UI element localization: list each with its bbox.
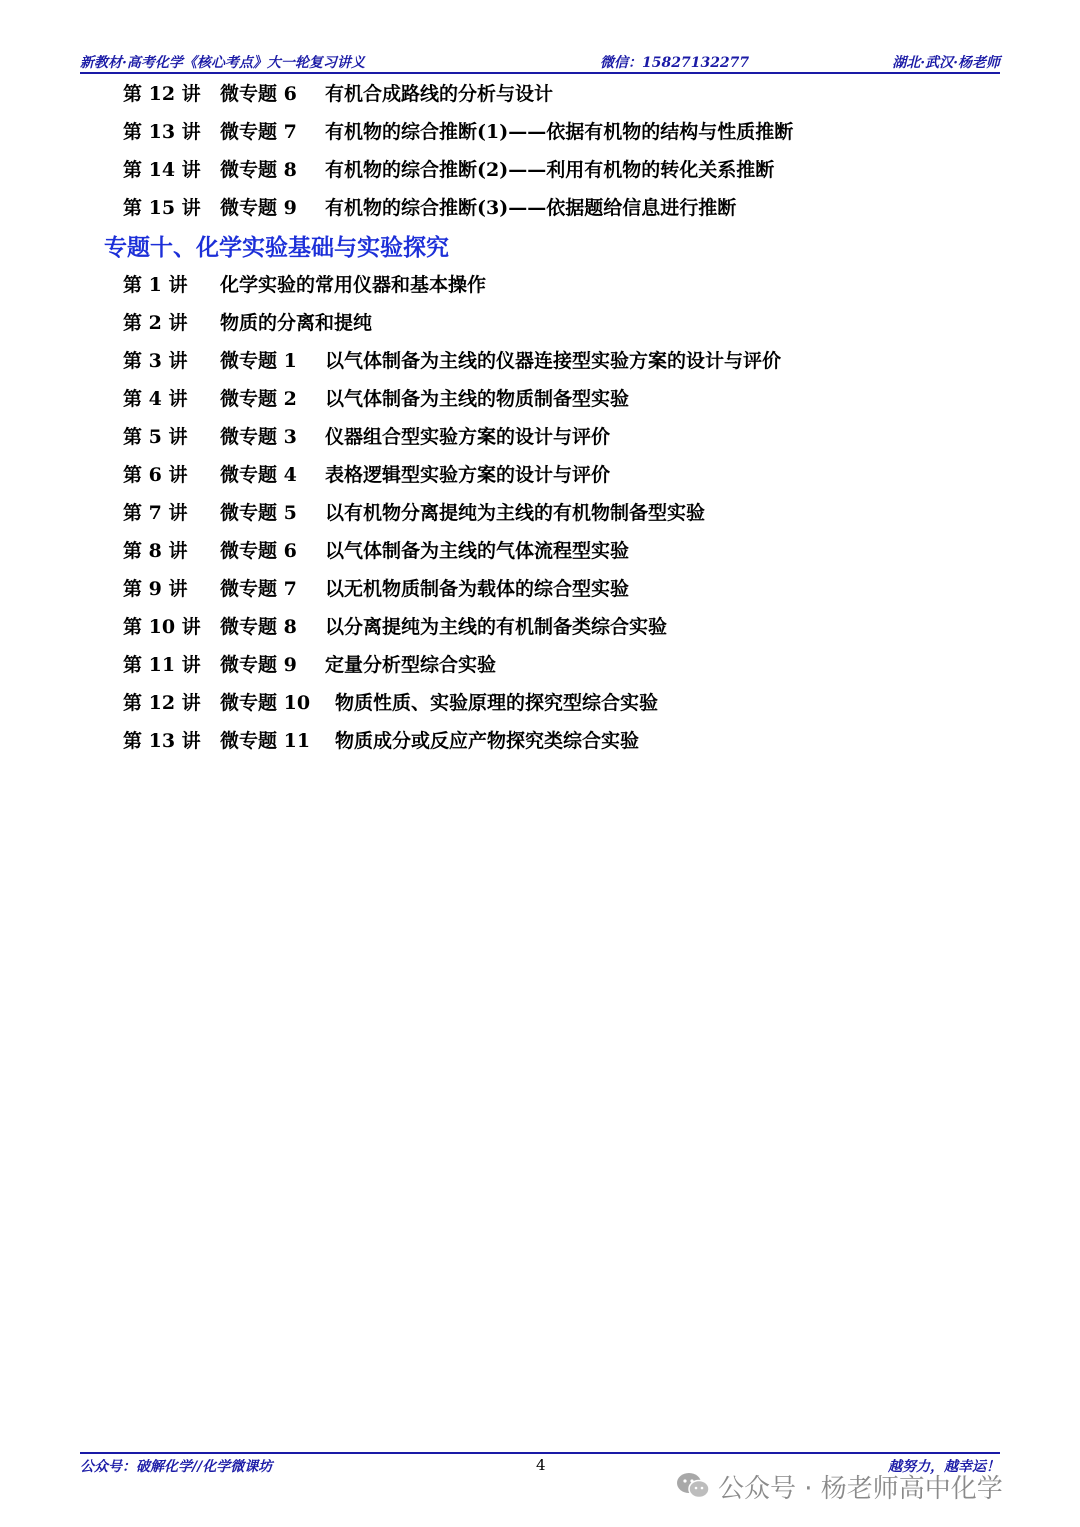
- header-wechat: 微信：15827132277: [600, 55, 750, 71]
- lecture-title: 以有机物分离提纯为主线的有机物制备型实验: [325, 502, 706, 524]
- micro-topic: 微专题 11: [220, 730, 311, 752]
- watermark: [676, 1466, 1003, 1506]
- lecture-number: 第 5 讲: [123, 426, 188, 448]
- footer-account: 公众号：破解化学//化学微课坊: [80, 1459, 273, 1475]
- lecture-title: 有机物的综合推断(2)——利用有机物的转化关系推断: [325, 159, 775, 181]
- micro-topic: 微专题 6: [220, 83, 297, 105]
- section-heading: 专题十、化学实验基础与实验探究: [104, 235, 449, 261]
- micro-topic: 微专题 7: [220, 121, 297, 143]
- lecture-number: 第 2 讲: [123, 312, 188, 334]
- lecture-title: 物质的分离和提纯: [220, 312, 373, 334]
- lecture-title: 表格逻辑型实验方案的设计与评价: [325, 464, 611, 486]
- micro-topic: 微专题 9: [220, 654, 297, 676]
- lecture-number: 第 8 讲: [123, 540, 188, 562]
- footer-divider: [80, 1452, 1000, 1454]
- lecture-number: 第 12 讲: [123, 83, 201, 105]
- lecture-title: 物质成分或反应产物探究类综合实验: [335, 730, 640, 752]
- lecture-title: 物质性质、实验原理的探究型综合实验: [335, 692, 659, 714]
- micro-topic: 微专题 5: [220, 502, 297, 524]
- micro-topic: 微专题 6: [220, 540, 297, 562]
- watermark-text: 公众号 · 杨老师高中化学: [718, 1473, 1003, 1504]
- list-item: [0, 193, 1080, 223]
- micro-topic: 微专题 1: [220, 350, 297, 372]
- list-item: [0, 650, 1080, 680]
- lecture-number: 第 7 讲: [123, 502, 188, 524]
- lecture-title: 以气体制备为主线的物质制备型实验: [325, 388, 630, 410]
- list-item: [0, 574, 1080, 604]
- lecture-title: 以气体制备为主线的仪器连接型实验方案的设计与评价: [325, 350, 782, 372]
- list-item: [0, 346, 1080, 376]
- micro-topic: 微专题 3: [220, 426, 297, 448]
- micro-topic: 微专题 8: [220, 159, 297, 181]
- micro-topic: 微专题 8: [220, 616, 297, 638]
- lecture-title: 化学实验的常用仪器和基本操作: [220, 274, 487, 296]
- list-item: [0, 384, 1080, 414]
- lecture-title: 有机合成路线的分析与设计: [325, 83, 554, 105]
- header-divider: [80, 72, 1000, 74]
- lecture-number: 第 9 讲: [123, 578, 188, 600]
- list-item: [0, 536, 1080, 566]
- header-author: 湖北·武汉·杨老师: [892, 55, 1000, 71]
- lecture-number: 第 12 讲: [123, 692, 201, 714]
- list-item: [0, 79, 1080, 109]
- lecture-number: 第 13 讲: [123, 730, 201, 752]
- lecture-number: 第 10 讲: [123, 616, 201, 638]
- page-header: [80, 52, 1000, 72]
- micro-topic: 微专题 10: [220, 692, 311, 714]
- list-item: [0, 422, 1080, 452]
- lecture-title: 仪器组合型实验方案的设计与评价: [325, 426, 611, 448]
- micro-topic: 微专题 9: [220, 197, 297, 219]
- lecture-number: 第 6 讲: [123, 464, 188, 486]
- list-item: [0, 270, 1080, 300]
- wechat-icon: [676, 1471, 710, 1501]
- list-item: [0, 688, 1080, 718]
- micro-topic: 微专题 4: [220, 464, 297, 486]
- lecture-title: 以无机物质制备为载体的综合型实验: [325, 578, 630, 600]
- header-book-title: 新教材·高考化学《核心考点》大一轮复习讲义: [80, 55, 365, 71]
- list-item: [0, 498, 1080, 528]
- lecture-number: 第 4 讲: [123, 388, 188, 410]
- lecture-number: 第 3 讲: [123, 350, 188, 372]
- lecture-number: 第 1 讲: [123, 274, 188, 296]
- footer-motto: 越努力，越幸运！: [888, 1459, 1000, 1475]
- list-item: [0, 460, 1080, 490]
- list-item: [0, 612, 1080, 642]
- list-item: [0, 117, 1080, 147]
- lecture-number: 第 15 讲: [123, 197, 201, 219]
- micro-topic: 微专题 2: [220, 388, 297, 410]
- list-item: [0, 726, 1080, 756]
- lecture-number: 第 14 讲: [123, 159, 201, 181]
- lecture-title: 定量分析型综合实验: [325, 654, 497, 676]
- micro-topic: 微专题 7: [220, 578, 297, 600]
- lecture-number: 第 13 讲: [123, 121, 201, 143]
- page-number: 4: [536, 1456, 546, 1474]
- lecture-title: 以气体制备为主线的气体流程型实验: [325, 540, 630, 562]
- lecture-title: 有机物的综合推断(3)——依据题给信息进行推断: [325, 197, 737, 219]
- lecture-title: 以分离提纯为主线的有机制备类综合实验: [325, 616, 668, 638]
- lecture-title: 有机物的综合推断(1)——依据有机物的结构与性质推断: [325, 121, 794, 143]
- list-item: [0, 155, 1080, 185]
- lecture-number: 第 11 讲: [123, 654, 201, 676]
- list-item: [0, 308, 1080, 338]
